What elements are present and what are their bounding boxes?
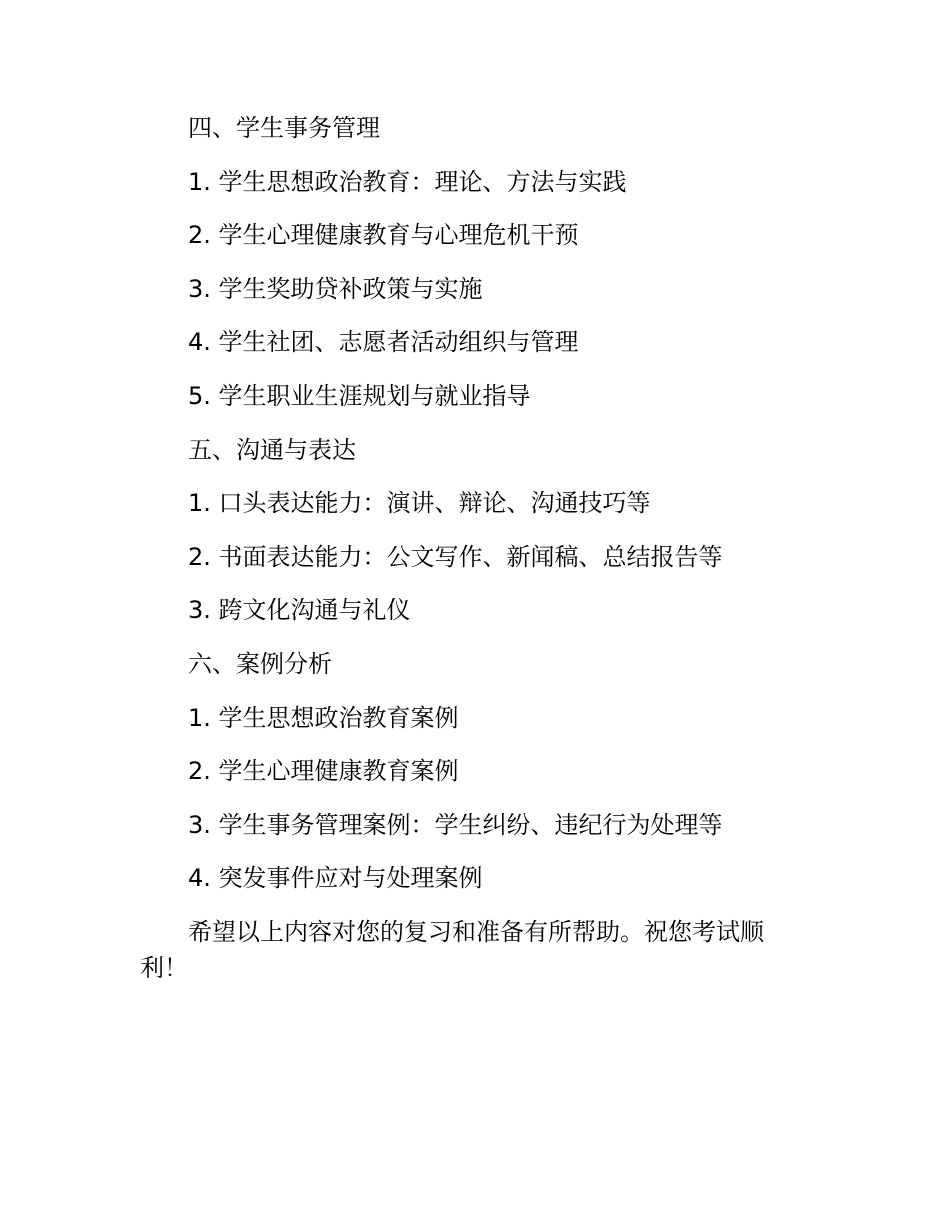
list-item: 3. 跨文化沟通与礼仪 [188,596,411,625]
list-item: 3. 学生奖助贷补政策与实施 [188,274,483,303]
list-item: 3. 学生事务管理案例：学生纠纷、违纪行为处理等 [188,810,723,839]
section-heading-student-affairs: 四、学生事务管理 [188,114,380,142]
list-item: 1. 口头表达能力：演讲、辩论、沟通技巧等 [188,489,651,518]
list-item: 2. 学生心理健康教育案例 [188,757,459,786]
document-body [140,110,800,986]
section-heading-communication: 五、沟通与表达 [188,435,356,464]
list-item: 4. 学生社团、志愿者活动组织与管理 [188,328,579,357]
list-item: 4. 突发事件应对与处理案例 [188,864,483,893]
closing-paragraph: 希望以上内容对您的复习和准备有所帮助。祝您考试顺利！ [140,917,764,982]
section-heading-case-analysis: 六、案例分析 [188,649,332,678]
list-item: 5. 学生职业生涯规划与就业指导 [188,381,531,410]
list-item: 1. 学生思想政治教育案例 [188,703,459,732]
list-item: 2. 书面表达能力：公文写作、新闻稿、总结报告等 [188,542,723,571]
list-item: 2. 学生心理健康教育与心理危机干预 [188,221,579,250]
list-item: 1. 学生思想政治教育：理论、方法与实践 [188,167,627,196]
